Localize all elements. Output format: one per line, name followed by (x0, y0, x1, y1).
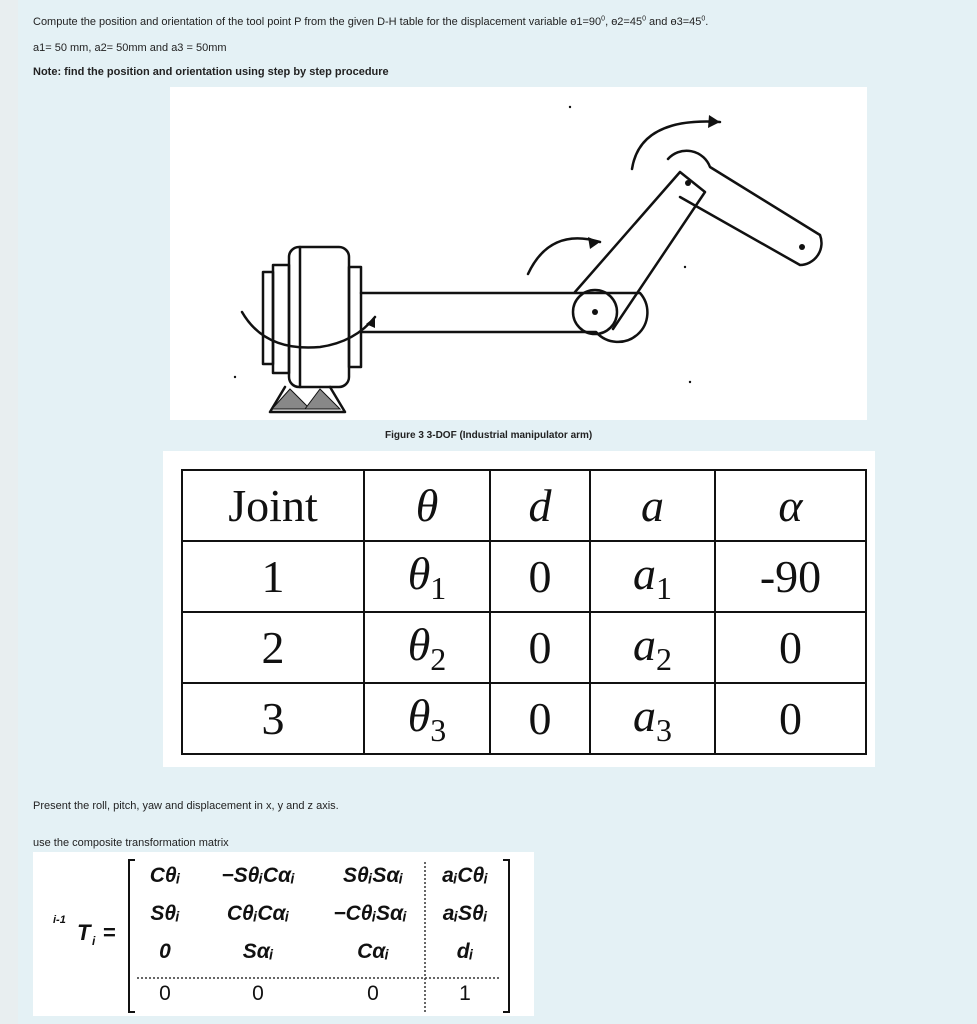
d-cell: 0 (490, 612, 590, 683)
a-cell: $a_1$ (590, 541, 715, 612)
matrix-cell-r4c4: 1 (459, 982, 471, 1005)
matrix-cell-r1c4: aᵢCθᵢ (442, 864, 488, 887)
base-drum (289, 247, 349, 387)
a-cell: $a_3$ (590, 683, 715, 754)
header-alpha: α (715, 470, 866, 541)
table-row (182, 683, 866, 754)
theta-cell: $\theta_1$ (364, 541, 490, 612)
theta-cell: $\theta_2$ (364, 612, 490, 683)
matrix-cell-r2c3: −CθᵢSαᵢ (333, 902, 407, 925)
figure-caption: Figure 3 3-DOF (Industrial manipulator arm) (385, 430, 593, 441)
d-cell: 0 (490, 541, 590, 612)
dh-parameter-table (181, 469, 867, 755)
base-flange-mid (273, 265, 289, 373)
matrix-cell-r1c1: Cθᵢ (149, 864, 181, 887)
joint-cell: 2 (182, 612, 364, 683)
joint-cell: 3 (182, 683, 364, 754)
question-line-lengths: a1= 50 mm, a2= 50mm and a3 = 50mm (33, 42, 227, 54)
table-row (182, 541, 866, 612)
question-line-angles: Compute the position and orientation of the tool point P from the given D-H table for the displacement variable $ө1=90^0$, $ө2=45^0$ and $ө3=45^0$. (33, 15, 709, 28)
alpha-cell: 0 (715, 683, 866, 754)
matrix-lhs-T: T (77, 920, 91, 945)
dh-table-panel (163, 451, 875, 767)
header-d: d (490, 470, 590, 541)
joint-cell: 1 (182, 541, 364, 612)
present-instruction: Present the roll, pitch, yaw and displacement in x, y and z axis. (33, 800, 339, 812)
alpha-cell: 0 (715, 612, 866, 683)
matrix-cell-r1c3: SθᵢSαᵢ (343, 864, 403, 887)
theta-cell: $\theta_3$ (364, 683, 490, 754)
table-row (182, 612, 866, 683)
header-a: a (590, 470, 715, 541)
link-1 (361, 293, 647, 342)
transformation-matrix (33, 852, 534, 1016)
base-flange-left (263, 272, 273, 364)
alpha-cell: -90 (715, 541, 866, 612)
manipulator-arm-drawing (170, 87, 867, 420)
a-cell: $a_2$ (590, 612, 715, 683)
base-flange-right (349, 267, 361, 367)
link-2 (575, 172, 705, 329)
matrix-lhs-equals: = (103, 920, 116, 945)
matrix-cell-r3c2: Sαᵢ (242, 940, 274, 963)
matrix-cell-r2c1: Sθᵢ (150, 902, 180, 925)
matrix-cell-r3c1: 0 (159, 940, 171, 963)
manipulator-figure (170, 87, 867, 420)
matrix-cell-r4c2: 0 (252, 982, 264, 1005)
composite-instruction: use the composite transformation matrix (33, 837, 229, 849)
d-cell: 0 (490, 683, 590, 754)
matrix-cell-r1c2: −SθᵢCαᵢ (221, 864, 295, 887)
question-note: Note: find the position and orientation using step by step procedure (33, 66, 389, 78)
matrix-cell-r2c2: CθᵢCαᵢ (226, 902, 290, 925)
header-joint: Joint (182, 470, 364, 541)
table-header-row (182, 470, 866, 541)
matrix-lhs-superscript: i-1 (53, 914, 66, 926)
header-theta: θ (364, 470, 490, 541)
matrix-cell-r3c3: Cαᵢ (357, 940, 389, 963)
matrix-lhs-subscript: i (92, 934, 96, 948)
matrix-cell-r3c4: dᵢ (456, 940, 474, 963)
link-3 (668, 151, 822, 265)
matrix-cell-r2c4: aᵢSθᵢ (442, 902, 488, 925)
matrix-cell-r4c1: 0 (159, 982, 171, 1005)
matrix-cell-r4c3: 0 (367, 982, 379, 1005)
